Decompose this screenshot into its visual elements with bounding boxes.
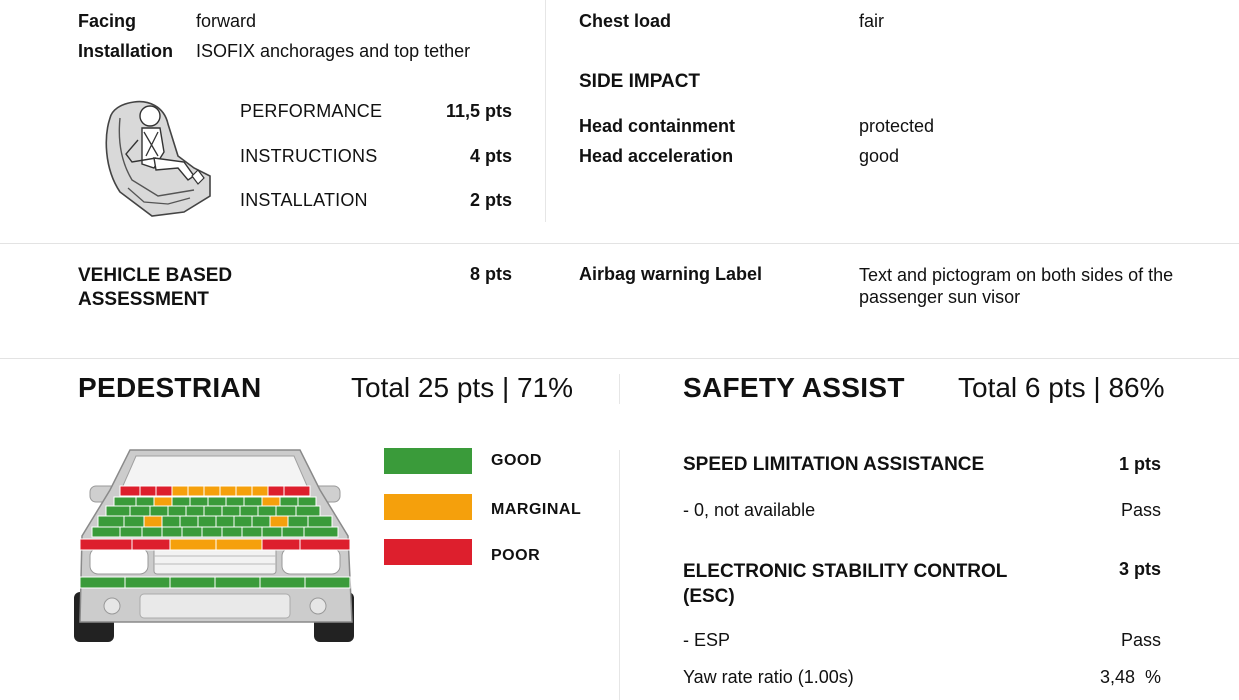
speed-limitation-points: 1 pts [1118,454,1161,474]
score-label-performance: PERFORMANCE [240,101,383,121]
legend-swatch-poor [384,539,472,565]
legend-swatch-marginal [384,494,472,520]
section-divider-1 [0,243,1239,244]
safety-assist-title: SAFETY ASSIST [683,372,905,403]
installation-value: ISOFIX anchorages and top tether [196,41,471,61]
score-value-installation: 2 pts [469,190,512,210]
esc-points: 3 pts [1118,559,1161,579]
airbag-warning-value: Text and pictogram on both sides of the passenger sun visor [859,265,1174,307]
chest-load-value: fair [859,11,885,31]
airbag-warning-label: Airbag warning Label [579,264,763,284]
speed-limitation-item: - 0, not available [683,500,816,520]
column-divider-top [545,0,546,222]
vehicle-assessment-label: VEHICLE BASED ASSESSMENT [78,265,233,310]
pedestrian-total: Total 25 pts | 71% [351,372,574,403]
head-acceleration-value: good [859,146,900,166]
side-impact-title: SIDE IMPACT [579,71,701,92]
head-containment-value: protected [859,116,935,136]
score-label-instructions: INSTRUCTIONS [240,146,378,166]
head-acceleration-label: Head acceleration [579,146,734,166]
legend-label-marginal: MARGINAL [491,501,582,518]
speed-limitation-title: SPEED LIMITATION ASSISTANCE [683,454,985,475]
column-divider-mid [619,374,620,404]
yaw-rate-value: 3,48 % [1099,667,1161,687]
esc-result: Pass [1120,630,1161,650]
vehicle-assessment-value: 8 pts [469,264,512,284]
legend-swatch-good [384,448,472,474]
legend-label-good: GOOD [491,452,542,469]
facing-value: forward [196,11,257,31]
installation-label: Installation [78,41,174,61]
esc-item: - ESP [683,630,731,650]
yaw-rate-label: Yaw rate ratio (1.00s) [683,667,854,687]
legend-label-poor: POOR [491,547,541,564]
score-label-installation: INSTALLATION [240,190,368,210]
esc-title: ELECTRONIC STABILITY CONTROL (ESC) [683,561,1008,607]
chest-load-label: Chest load [579,11,672,31]
safety-assist-total: Total 6 pts | 86% [958,372,1165,403]
speed-limitation-result: Pass [1120,500,1161,520]
pedestrian-title: PEDESTRIAN [78,372,262,403]
score-value-performance: 11,5 pts [445,101,512,121]
child-seat-icon [98,96,226,220]
score-value-instructions: 4 pts [469,146,512,166]
head-containment-label: Head containment [579,116,736,136]
section-divider-2 [0,358,1239,359]
column-divider-bottom [619,450,620,700]
car-front-diagram [70,442,360,646]
facing-label: Facing [78,11,137,31]
